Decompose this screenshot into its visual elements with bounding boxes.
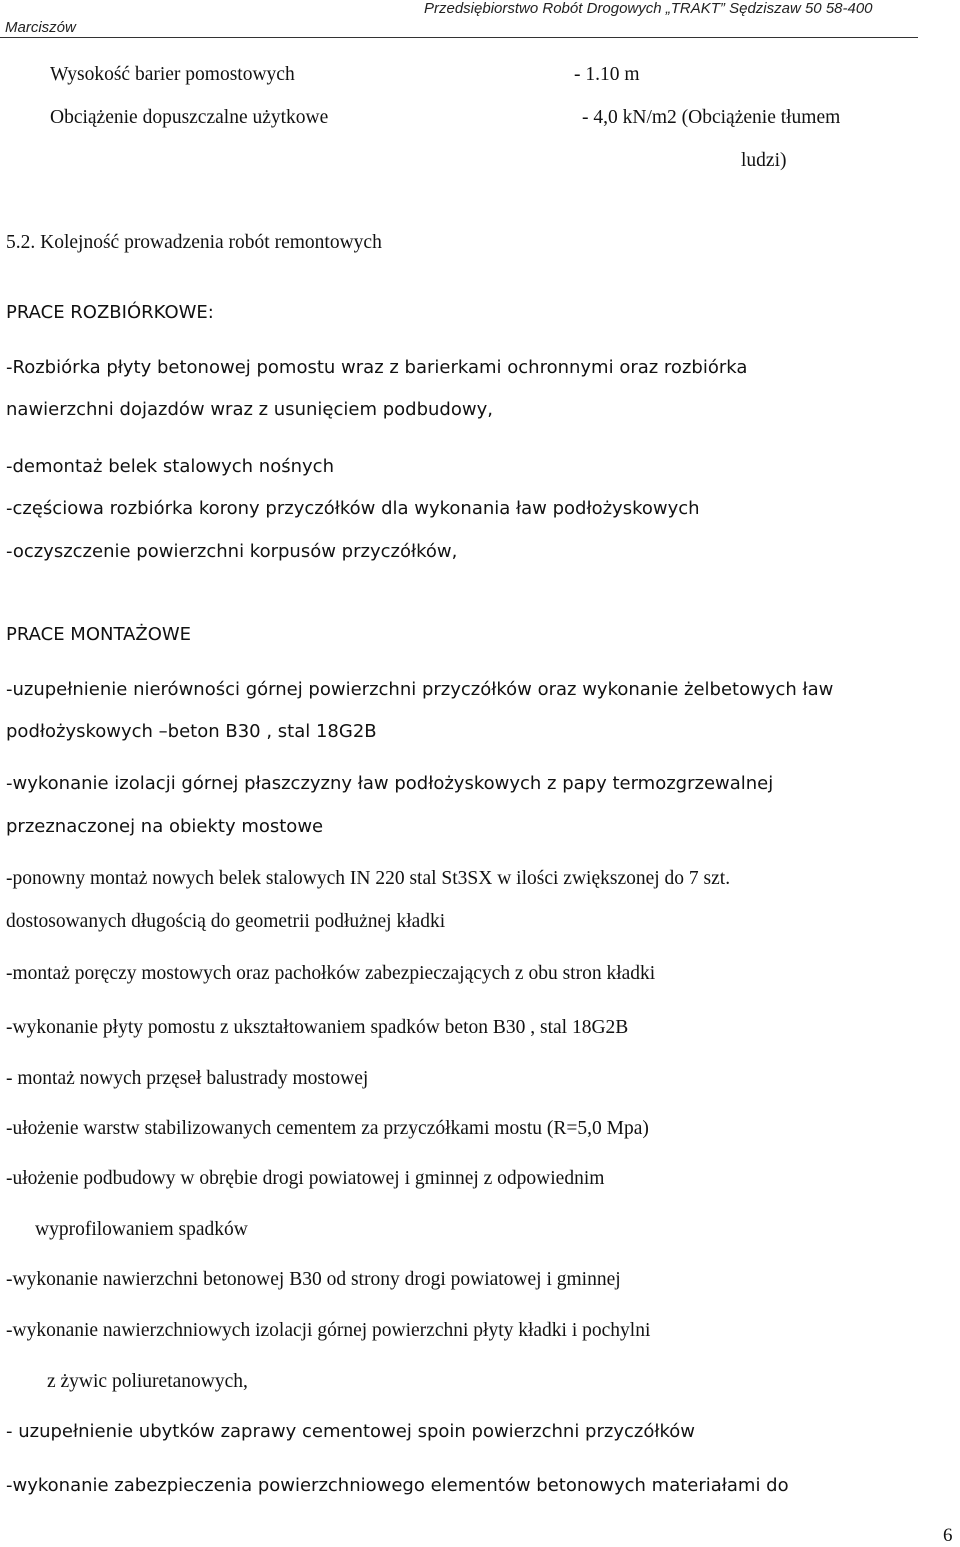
list-item: nawierzchni dojazdów wraz z usunięciem podbudowy,: [6, 399, 493, 420]
list-item: -Rozbiórka płyty betonowej pomostu wraz z barierkami ochronnymi oraz rozbiórka: [6, 357, 748, 378]
spec-label-load: Obciążenie dopuszczalne użytkowe: [50, 107, 329, 128]
list-item: dostosowanych długością do geometrii podłużnej kładki: [6, 911, 446, 932]
list-item: - montaż nowych przęseł balustrady mostowej: [6, 1068, 369, 1089]
list-item: -uzupełnienie nierówności górnej powierzchni przyczółków oraz wykonanie żelbetowych ław: [6, 679, 834, 700]
spec-value-load-cont: ludzi): [741, 150, 787, 171]
list-item: -demontaż belek stalowych nośnych: [6, 456, 334, 477]
list-item: -ponowny montaż nowych belek stalowych IN 220 stal St3SX w ilości zwiększonej do 7 szt.: [6, 868, 731, 889]
list-item: -wykonanie płyty pomostu z ukształtowaniem spadków beton B30 , stal 18G2B: [6, 1017, 629, 1038]
list-item: podłożyskowych –beton B30 , stal 18G2B: [6, 721, 377, 742]
list-item: -wykonanie zabezpieczenia powierzchniowego elementów betonowych materiałami do: [6, 1475, 789, 1496]
page-header: [0, 0, 960, 44]
header-town: Marciszów: [5, 19, 76, 36]
list-item: wyprofilowaniem spadków: [35, 1219, 248, 1240]
list-item: -wykonanie nawierzchniowych izolacji górnej powierzchni płyty kładki i pochylni: [6, 1320, 651, 1341]
list-item: z żywic poliuretanowych,: [47, 1371, 248, 1392]
list-item: przeznaczonej na obiekty mostowe: [6, 816, 324, 837]
list-item: - uzupełnienie ubytków zaprawy cementowej spoin powierzchni przyczółków: [6, 1421, 695, 1442]
assembly-heading: PRACE MONTAŻOWE: [6, 624, 192, 645]
spec-value-barrier-height: - 1.10 m: [574, 64, 640, 85]
demolition-heading: PRACE ROZBIÓRKOWE:: [6, 302, 214, 323]
list-item: -wykonanie izolacji górnej płaszczyzny ław podłożyskowych z papy termozgrzewalnej: [6, 773, 774, 794]
list-item: -ułożenie podbudowy w obrębie drogi powiatowej i gminnej z odpowiednim: [6, 1168, 605, 1189]
section-title: 5.2. Kolejność prowadzenia robót remontowych: [6, 232, 382, 253]
list-item: -ułożenie warstw stabilizowanych cementem za przyczółkami mostu (R=5,0 Mpa): [6, 1118, 649, 1139]
page-number: 6: [943, 1525, 953, 1546]
list-item: -montaż poręczy mostowych oraz pachołków zabezpieczających z obu stron kładki: [6, 963, 656, 984]
header-company: Przedsiębiorstwo Robót Drogowych „TRAKT” Sędziszaw 50 58-400: [424, 0, 873, 17]
list-item: -oczyszczenie powierzchni korpusów przyczółków,: [6, 541, 458, 562]
spec-label-barrier-height: Wysokość barier pomostowych: [50, 64, 295, 85]
list-item: -wykonanie nawierzchni betonowej B30 od strony drogi powiatowej i gminnej: [6, 1269, 621, 1290]
header-rule: [0, 37, 918, 38]
list-item: -częściowa rozbiórka korony przyczółków dla wykonania ław podłożyskowych: [6, 498, 700, 519]
spec-value-load: - 4,0 kN/m2 (Obciążenie tłumem: [582, 107, 841, 128]
